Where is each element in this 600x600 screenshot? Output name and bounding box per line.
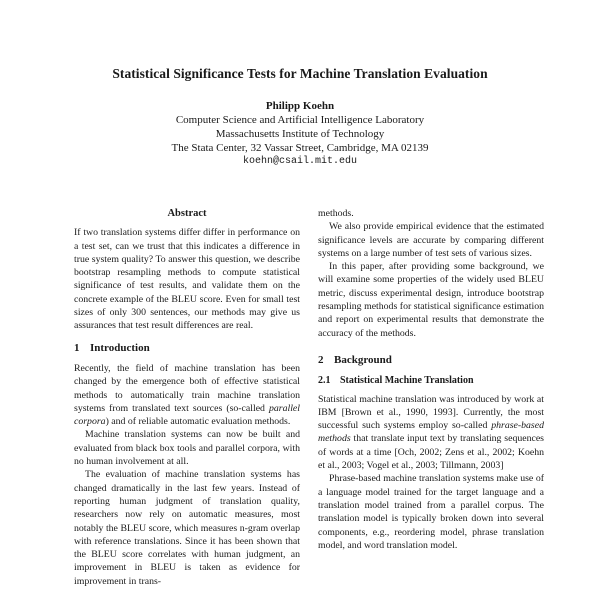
intro-paragraph-3: The evaluation of machine translation systems has changed dramatically in the last few years. Instead of reporting human judgment of translation quality, researchers now rely on automatic measures, most notably the BLEU score, which measures n-gram overlap with reference translations. Since it has been shown that the BLEU score correlates with human judgment, an improvement in BLEU is taken as evidence for improvement in trans-	[74, 469, 300, 587]
section-number: 1	[74, 341, 80, 354]
affiliation-line: The Stata Center, 32 Vassar Street, Cambridge, MA 02139	[171, 142, 429, 154]
subsection-number: 2.1	[318, 375, 331, 387]
author-block	[0, 99, 600, 169]
background-paragraph-2: Phrase-based machine translation systems make use of a language model trained for the target language and a translation model trained from a parallel corpus. The translation model is typically broken down into several components, e.g., reordering model, phrase translation model, and word translation model.	[318, 473, 544, 551]
section-heading-introduction	[74, 342, 300, 355]
subsection-heading-smt	[318, 374, 544, 387]
author-email: koehn@csail.mit.edu	[242, 156, 358, 167]
left-column	[74, 207, 300, 588]
intro-p1-emphasis: parallel corpora	[74, 402, 300, 428]
author-name: Philipp Koehn	[265, 100, 335, 112]
background-p1-text: Statistical machine translation was introduced by work at IBM [Brown et al., 1990, 1993]. Currently, the most successful such systems employ so-called	[318, 393, 544, 432]
intro-paragraph-4: We also provide empirical evidence that the estimated significance levels are accurate by comparing different systems on a large number of test sets of various sizes.	[318, 221, 544, 259]
section-heading-background	[318, 354, 544, 367]
intro-paragraph-1	[74, 362, 300, 428]
background-p1-emphasis: phrase-based methods	[318, 420, 544, 445]
affiliation-line: Massachusetts Institute of Technology	[215, 128, 385, 140]
affiliation-line: Computer Science and Artificial Intelligence Laboratory	[175, 114, 425, 126]
intro-p1-text: Recently, the field of machine translation has been changed by the emergence both of effective statistical methods to automatically train machine translation systems from translated text sources (so-called	[74, 362, 300, 414]
section-number: 2	[318, 353, 324, 366]
continued-text: methods.	[318, 208, 354, 219]
section-title: Introduction	[90, 341, 150, 354]
paper-title: Statistical Significance Tests for Machine Translation Evaluation	[112, 66, 488, 81]
abstract-heading: Abstract	[167, 208, 207, 219]
background-p1-text-end: that translate input text by translating sequences of words at a time [Och, 2002; Zens et al., 2002; Koehn et al., 2003; Vogel et al., 2003; Tillmann, 2003]	[318, 433, 544, 472]
abstract-body: If two translation systems differ differ in performance on a test set, can we trust that this indicates a difference in true system quality? To answer this question, we describe bootstrap resampling methods to compute statistical significance of test results, and validate them on the concrete example of the BLEU score. Even for small test sizes of only 300 sentences, our methods may give us assurances that test result differences are real.	[74, 227, 300, 332]
subsection-title: Statistical Machine Translation	[340, 375, 474, 387]
intro-paragraph-5: In this paper, after providing some background, we will examine some properties of the widely used BLEU metric, discuss experimental design, introduce bootstrap resampling methods for statistical significance estimation and report on experimental results that demonstrate the accuracy of the methods.	[318, 261, 544, 339]
right-column	[318, 207, 544, 552]
section-title: Background	[334, 353, 392, 366]
intro-p1-text-end: ) and of reliable automatic evaluation methods.	[105, 416, 291, 428]
background-paragraph-1	[318, 393, 544, 473]
intro-paragraph-2: Machine translation systems can now be built and evaluated from black box tools and parallel corpora, with no human involvement at all.	[74, 429, 300, 468]
